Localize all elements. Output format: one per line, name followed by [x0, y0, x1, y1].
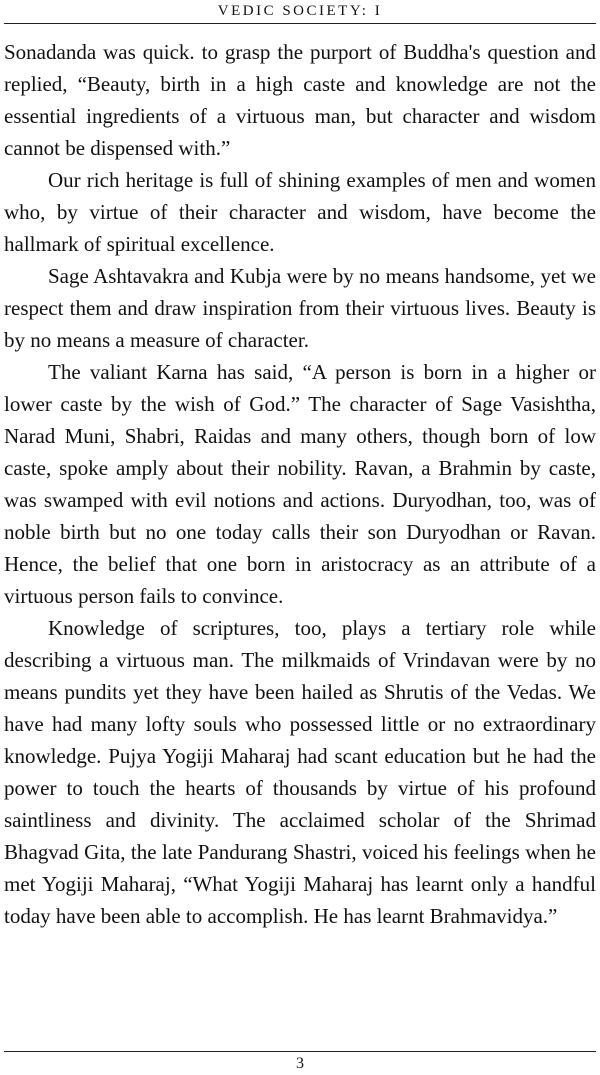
footer-rule	[4, 1051, 596, 1052]
page-number: 3	[296, 1055, 304, 1072]
body-text	[4, 36, 596, 932]
paragraph-5: Knowledge of scriptures, too, plays a tertiary role while describing a virtuous man. The milkmaids of Vrindavan were by no means pundits yet they have been hailed as Shrutis of the Vedas. We have had many lofty souls who possessed little or no extraordinary knowledge. Pujya Yogiji Maharaj had scant education but he had the power to touch the hearts of thousands by virtue of his profound saintliness and divinity. The acclaimed scholar of the Shrimad Bhagvad Gita, the late Pandurang Shastri, voiced his feelings when he met Yogiji Maharaj, “What Yogiji Maharaj has learnt only a handful today have been able to accomplish. He has learnt Brahmavidya.”	[4, 616, 596, 928]
paragraph-3: Sage Ashtavakra and Kubja were by no means handsome, yet we respect them and draw inspiration from their virtuous lives. Beauty is by no means a measure of character.	[4, 264, 596, 352]
paragraph-2: Our rich heritage is full of shining examples of men and women who, by virtue of their character and wisdom, have become the hallmark of spiritual excellence.	[4, 168, 596, 256]
paragraph-4: The valiant Karna has said, “A person is born in a higher or lower caste by the wish of God.” The character of Sage Vasishtha, Narad Muni, Shabri, Raidas and many others, though born of low caste, spoke amply about their nobility. Ravan, a Brahmin by caste, was swamped with evil notions and actions. Duryodhan, too, was of noble birth but no one today calls their son Duryodhan or Ravan. Hence, the belief that one born in aristocracy as an attribute of a virtuous person fails to convince.	[4, 360, 596, 608]
running-head: VEDIC SOCIETY: I	[217, 3, 383, 19]
paragraph-1: Sonadanda was quick. to grasp the purport of Buddha's question and replied, “Beauty, birth in a high caste and knowledge are not the essential ingredients of a virtuous man, but character and wisdom cannot be dispensed with.”	[4, 40, 596, 160]
header-rule	[4, 23, 596, 24]
